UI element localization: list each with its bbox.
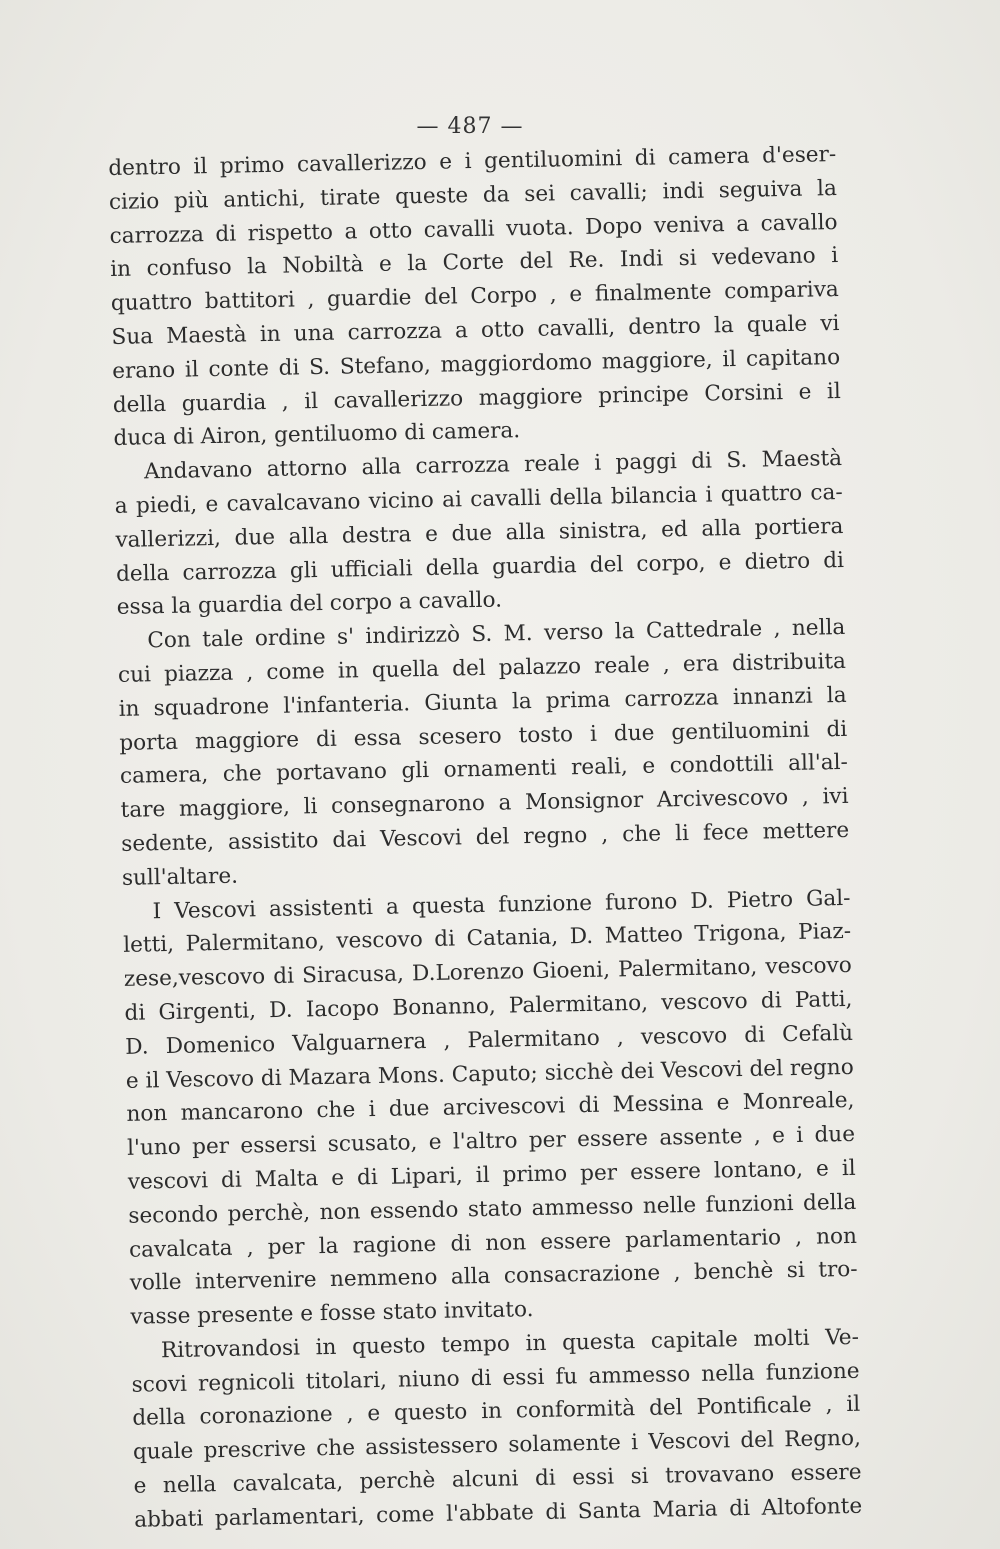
text-line: di Girgenti, D. Iacopo Bonanno, Palermitano, vescovo di Patti, xyxy=(124,986,853,1026)
text-line: sedente, assistito dai Vescovi del regno , che li fece mettere xyxy=(121,817,850,857)
text-line: non mancarono che i due arcivescovi di Messina e Monreale, xyxy=(126,1088,855,1128)
text-line: cavalcata , per la ragione di non essere parlamentario , non xyxy=(128,1223,858,1263)
text-line: zese,vescovo di Siracusa, D.Lorenzo Gioeni, Palermitano, vescovo xyxy=(123,952,852,992)
text-line: cizio più antichi, tirate queste da sei cavalli; indi seguiva la xyxy=(108,175,838,215)
text-line: della coronazione , e questo in conformità del Pontificale , il xyxy=(132,1392,861,1432)
text-line: della guardia , il cavallerizzo maggiore principe Corsini e il xyxy=(112,378,841,418)
text-line: quale prescrive che assistessero solamente i Vescovi del Regno, xyxy=(132,1426,862,1466)
text-line: scovi regnicoli titolari, niuno di essi fu ammesso nella funzione xyxy=(131,1358,860,1398)
text-line: quattro battitori , guardie del Corpo , e finalmente compariva xyxy=(110,277,840,317)
text-line: Con tale ordine s' indirizzò S. M. verso la Cattedrale , nella xyxy=(147,615,846,654)
text-line: essa la guardia del corpo a cavallo. xyxy=(116,587,503,621)
page-number: — 487 — xyxy=(416,114,524,139)
text-line: tare maggiore, li consegnarono a Monsignor Arcivescovo , ivi xyxy=(120,784,849,824)
text-line: Ritrovandosi in questo tempo in questa capitale molti Ve- xyxy=(160,1324,860,1364)
text-line: secondo perchè, non essendo stato ammesso nelle funzioni della xyxy=(128,1189,857,1229)
body-text xyxy=(108,138,862,1537)
text-line: porta maggiore di essa scesero tosto i due gentiluomini di xyxy=(119,716,848,756)
text-line: della carrozza gli ufficiali della guardia del corpo, e dietro di xyxy=(115,547,845,587)
text-line: vescovi di Malta e di Lipari, il primo per essere lontano, e il xyxy=(127,1155,856,1195)
text-line: dentro il primo cavallerizzo e i gentiluomini di camera d'eser- xyxy=(108,142,837,181)
text-line: Sua Maestà in una carrozza a otto cavalli, dentro la quale vi xyxy=(111,310,840,350)
text-line: letti, Palermitano, vescovo di Catania, D. Matteo Trigona, Piaz- xyxy=(122,919,852,959)
text-line: D. Domenico Valguarnera , Palermitano , vescovo di Cefalù xyxy=(124,1020,854,1060)
text-line: sull'altare. xyxy=(121,863,239,891)
text-line: vasse presente e fosse stato invitato. xyxy=(130,1297,534,1330)
text-line: e il Vescovo di Mazara Mons. Caputo; sicchè dei Vescovi del regno xyxy=(125,1054,854,1094)
text-line: duca di Airon, gentiluomo di camera. xyxy=(113,418,521,452)
text-line: volle intervenire nemmeno alla consacrazione , benchè si tro- xyxy=(129,1257,858,1297)
text-line: a piedi, e cavalcavano vicino ai cavalli della bilancia i quattro ca- xyxy=(114,479,843,519)
text-line: I Vescovi assistenti a questa funzione furono D. Pietro Gal- xyxy=(152,885,851,924)
text-line: e nella cavalcata, perchè alcuni di essi si trovavano essere xyxy=(133,1459,862,1499)
text-line: l'uno per essersi scusato, e l'altro per essere assente , e i due xyxy=(126,1121,856,1161)
text-line: in squadrone l'infanteria. Giunta la prima carrozza innanzi la xyxy=(118,682,847,722)
text-line: vallerizzi, due alla destra e due alla sinistra, ed alla portiera xyxy=(115,513,844,553)
text-line: carrozza di rispetto a otto cavalli vuota. Dopo veniva a cavallo xyxy=(109,209,838,249)
text-line: camera, che portavano gli ornamenti reali, e condottili all'al- xyxy=(119,750,849,790)
text-line: Andavano attorno alla carrozza reale i paggi di S. Maestà xyxy=(143,446,843,485)
text-line: abbati parlamentari, come l'abbate di Santa Maria di Altofonte xyxy=(134,1493,863,1533)
text-line: erano il conte di S. Stefano, maggiordomo maggiore, il capitano xyxy=(111,344,841,384)
text-line: in confuso la Nobiltà e la Corte del Re. Indi si vedevano i xyxy=(110,243,839,283)
text-line: cui piazza , come in quella del palazzo reale , era distribuita xyxy=(117,648,847,688)
